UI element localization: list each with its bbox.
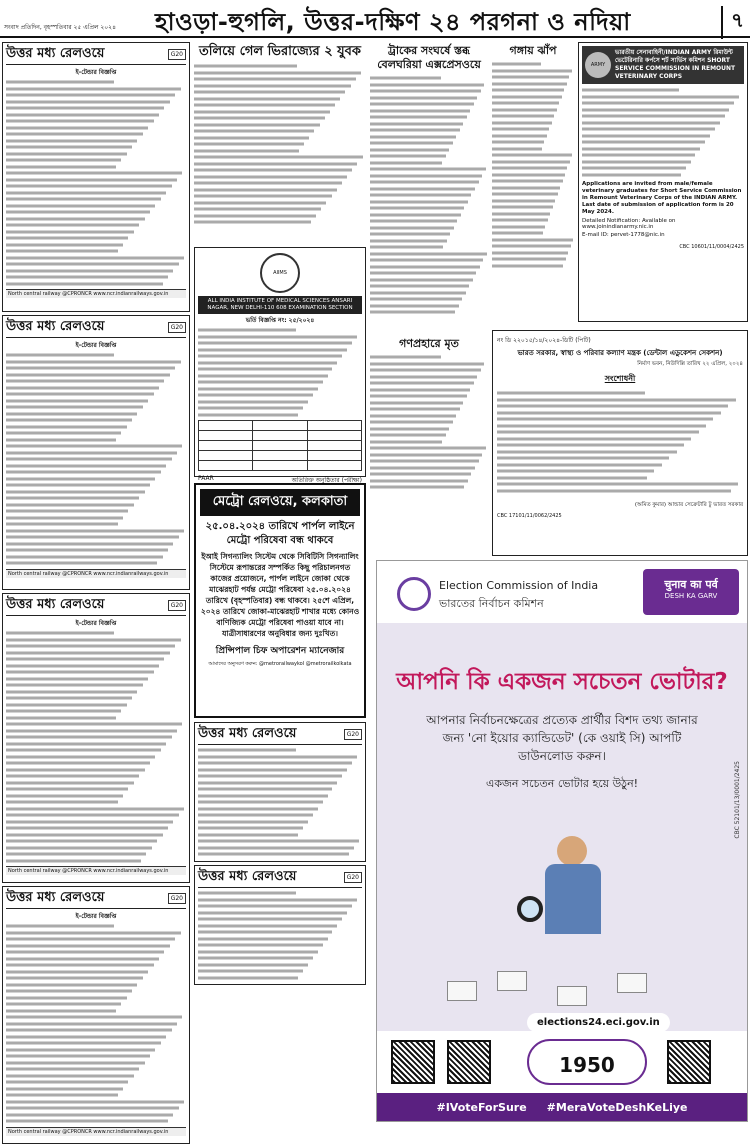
aiims-notice-number: ভর্তি বিজ্ঞপ্তি নং: ২৫/২০২৪: [245, 317, 315, 324]
news-body: [492, 61, 574, 289]
news-headline: গণপ্রহারে মৃত: [399, 337, 459, 350]
railway-title: উত্তর মধ্য রেলওয়ে: [198, 726, 297, 741]
news-column: [194, 42, 366, 988]
news-body: [370, 354, 488, 504]
corrigendum-title: সংশোধনী: [604, 374, 636, 383]
aiims-band: ALL INDIA INSTITUTE OF MEDICAL SCIENCES ANSARI NAGAR, NEW DELHI-110 608 EXAMINATION SECTION: [198, 296, 362, 314]
railway-notice: [2, 593, 190, 883]
fine-print-line: [370, 484, 464, 491]
notice-body: [6, 79, 186, 287]
g20-logo: G20: [344, 729, 362, 740]
eci-brand-logo: चुनाव का पर्व DESH KA GARV: [643, 569, 739, 615]
dateline: সংবাদ প্রতিদিন, বৃহস্পতিবার ২৫ এপ্রিল ২০২৪: [4, 24, 116, 31]
eci-question: আপনি কি একজন সচেতন ভোটার?: [396, 669, 728, 695]
candidate-card-icon: [447, 981, 477, 1001]
fine-print-line: [497, 488, 731, 495]
aiims-signature: অতিরিক্ত অনুষ্ঠিতার (পরীক্ষা): [291, 477, 362, 484]
eci-name-bengali: ভারতের নির্বাচন কমিশন: [439, 597, 544, 610]
notice-subtitle: ই-টেন্ডার বিজ্ঞপ্তি: [75, 69, 117, 76]
candidate-card-icon: [497, 971, 527, 991]
eci-tagline: একজন সচেতন ভোটার হয়ে উঠুন!: [485, 777, 639, 790]
fine-print-line: [370, 309, 455, 316]
railway-title: উত্তর মধ্য রেলওয়ে: [6, 319, 105, 334]
aiims-logo-icon: AIIMS: [260, 253, 300, 293]
railway-title: উত্তর মধ্য রেলওয়ে: [198, 869, 297, 884]
railway-title: উত্তর মধ্য রেলওয়ে: [6, 597, 105, 612]
eci-body: আপনার নির্বাচনক্ষেত্রের প্রত্যেক প্রার্থীর বিশদ তথ্য জানার জন্য 'নো ইয়োর ক্যান্ডিডেট' (কে ওয়াই সি) আপটি ডাউনলোড করুন।: [426, 713, 698, 763]
railway-notice: [194, 722, 366, 862]
hashtag: #MeraVoteDeshKeLiye: [546, 1100, 688, 1114]
fine-print-line: [6, 1118, 168, 1125]
corrigendum-notice: [492, 330, 748, 556]
helpline-number: 1950: [527, 1039, 647, 1085]
aiims-notice: [194, 247, 366, 484]
notice-subtitle: ই-টেন্ডার বিজ্ঞপ্তি: [75, 342, 117, 349]
eci-hashtags: [377, 1093, 747, 1121]
news-column: [492, 42, 574, 289]
army-title: ভারতীয় সেনাবাহিনী/INDIAN ARMY রিমাউন্ট ভেটেরিনারি কর্পসে শর্ট সার্ভিস কমিশন SHORT SERVICE COMMISSION IN REMOUNT VETERINARY CORPS: [615, 49, 736, 80]
voter-illustration: [517, 836, 627, 966]
news-headline: তলিয়ে গেল ভিরাজ্যের ২ যুবক: [199, 44, 361, 59]
notice-footer: North central railway @CPRONCR www.ncr.indianrailways.gov.in: [6, 866, 186, 875]
qr-code-icon: [667, 1040, 711, 1084]
news-headline: গঙ্গায় ঝাঁপ: [509, 44, 557, 57]
tender-date: নির্মাণ ভবন, নিউদিল্লি তারিখ ২২ এপ্রিল, ২০২৪: [637, 361, 743, 367]
news-body: [194, 63, 366, 243]
news-column: [370, 42, 488, 504]
metro-detail: ইআই সিগন্যালিং সিস্টেম থেকে সিবিটিসি সিগন্যালিং সিস্টেমে রূপান্তরের সম্পর্কিত কিছু পরিচালনগত কাজের প্রয়োজনে, পার্পল লাইনে জোকা থেকে মাঝেরহাট পর্যন্ত মেট্রো পরিষেবা ২৫.০৪.২০২৪ তারিখে (বৃহস্পতিবার) বন্ধ থাকবে। ২৫শে এপ্রিল, ২০২৪ তারিখে জোকা-মাঝেরহাট শাখার মধ্যে কোনও বাণিজ্যিক মেট্রো পরিষেবা পাওয়া যাবে না। যাত্রীসাধারণের অনুবিধার জন্য দুঃখিত।: [200, 552, 360, 638]
eci-code: CBC 52101/13/0001/2425: [734, 761, 741, 839]
fine-print-line: [6, 281, 163, 288]
fine-print-line: [582, 172, 681, 179]
page-header: [0, 0, 750, 38]
fine-print-line: [6, 560, 157, 567]
army-notice: [578, 42, 748, 322]
notice-subtitle: ই-টেন্ডার বিজ্ঞপ্তি: [75, 913, 117, 920]
eci-name: Election Commission of India: [439, 579, 599, 592]
fine-print-line: [198, 975, 298, 982]
magnifier-icon: [517, 896, 543, 922]
g20-logo: G20: [344, 872, 362, 883]
news-body: [370, 75, 488, 335]
army-emblem-icon: ARMY: [585, 52, 611, 78]
notice-body: [6, 923, 186, 1125]
metro-signature: প্রিন্সিপাল চিফ অপারেশন ম্যানেজার: [215, 646, 345, 656]
qr-code-icon: [447, 1040, 491, 1084]
notice-body: [6, 352, 186, 567]
eci-url[interactable]: elections24.eci.gov.in: [527, 1013, 670, 1032]
corrigendum-body: [497, 390, 743, 500]
g20-logo: G20: [168, 600, 186, 611]
hashtag: #IVoteForSure: [436, 1100, 527, 1114]
g20-logo: G20: [168, 322, 186, 333]
left-column: [2, 42, 190, 1146]
tender-ref: নং ডি ২২০১৫/১৪/২০২৪-ডিটি (পিটি): [497, 337, 591, 344]
railway-title: উত্তর মধ্য রেলওয়ে: [6, 890, 105, 905]
notice-subtitle: ই-টেন্ডার বিজ্ঞপ্তি: [75, 620, 117, 627]
notice-footer: North central railway @CPRONCR www.ncr.indianrailways.gov.in: [6, 569, 186, 578]
fine-print-line: [198, 412, 298, 419]
g20-logo: G20: [168, 893, 186, 904]
g20-logo: G20: [168, 49, 186, 60]
tender-org: ভারত সরকার, স্বাস্থ্য ও পরিবার কল্যাণ মন্ত্রক (ডেন্টাল এডুকেশন সেকশন): [517, 349, 723, 357]
page-title: হাওড়া-হুগলি, উত্তর-দক্ষিণ ২৪ পরগনা ও নদিয়া: [155, 8, 631, 36]
notice-footer: North central railway @CPRONCR www.ncr.indianrailways.gov.in: [6, 1127, 186, 1136]
aiims-schedule-table: [198, 420, 362, 471]
metro-notice: [194, 483, 366, 718]
railway-notice: [2, 886, 190, 1144]
railway-notice: [2, 315, 190, 590]
railway-notice: [194, 865, 366, 985]
railway-notice: [2, 42, 190, 312]
candidate-card-icon: [557, 986, 587, 1006]
eci-advertisement: [376, 560, 748, 1122]
tender-signer: (অমিত কুমার) আন্ডার সেক্রেটারি টু ভারত সরকার: [634, 502, 743, 508]
army-body: [582, 87, 744, 178]
fine-print-line: [194, 219, 311, 226]
notice-body: [6, 630, 186, 864]
army-english: Applications are invited from male/female veterinary graduates for Short Service Commission in Remount Veterinary Corps of the INDIAN ARMY. Last date of submission of application form is 20 May 2024.: [582, 181, 742, 215]
aiims-body: [198, 327, 362, 418]
metro-title: মেট্রো রেলওয়ে, কলকাতা: [200, 489, 360, 516]
metro-headline: ২৫.০৪.২০২৪ তারিখে পার্পল লাইনে মেট্রো পরিষেবা বন্ধ থাকবে: [205, 521, 355, 546]
army-email: E-mail ID: pervet-1778@nic.in: [582, 232, 665, 238]
page-number: ৭: [721, 6, 744, 39]
fine-print-line: [6, 858, 141, 865]
metro-social: আমাদের অনুসরণ করুন: @metrorailwaykol @metrorailkolkata: [208, 661, 352, 667]
paar-logo: PAAR: [198, 475, 214, 482]
news-headline: ট্রাকের সংঘর্ষে স্তব্ধ বেলঘরিয়া এক্সপ্রেসওয়ে: [377, 44, 481, 71]
eci-logo-icon: [397, 577, 431, 611]
army-code: CBC 10601/11/0004/2425: [679, 244, 744, 250]
qr-code-icon: [391, 1040, 435, 1084]
army-notification: Detailed Notification: Available on www.joinindianarmy.nic.in: [582, 218, 676, 230]
tender-code: CBC 17101/11/0062/2425: [497, 513, 562, 519]
notice-body: [198, 747, 362, 858]
fine-print-line: [492, 263, 563, 270]
fine-print-line: [198, 851, 349, 858]
notice-footer: North central railway @CPRONCR www.ncr.indianrailways.gov.in: [6, 289, 186, 298]
railway-title: উত্তর মধ্য রেলওয়ে: [6, 46, 105, 61]
candidate-card-icon: [617, 973, 647, 993]
notice-body: [198, 890, 362, 981]
